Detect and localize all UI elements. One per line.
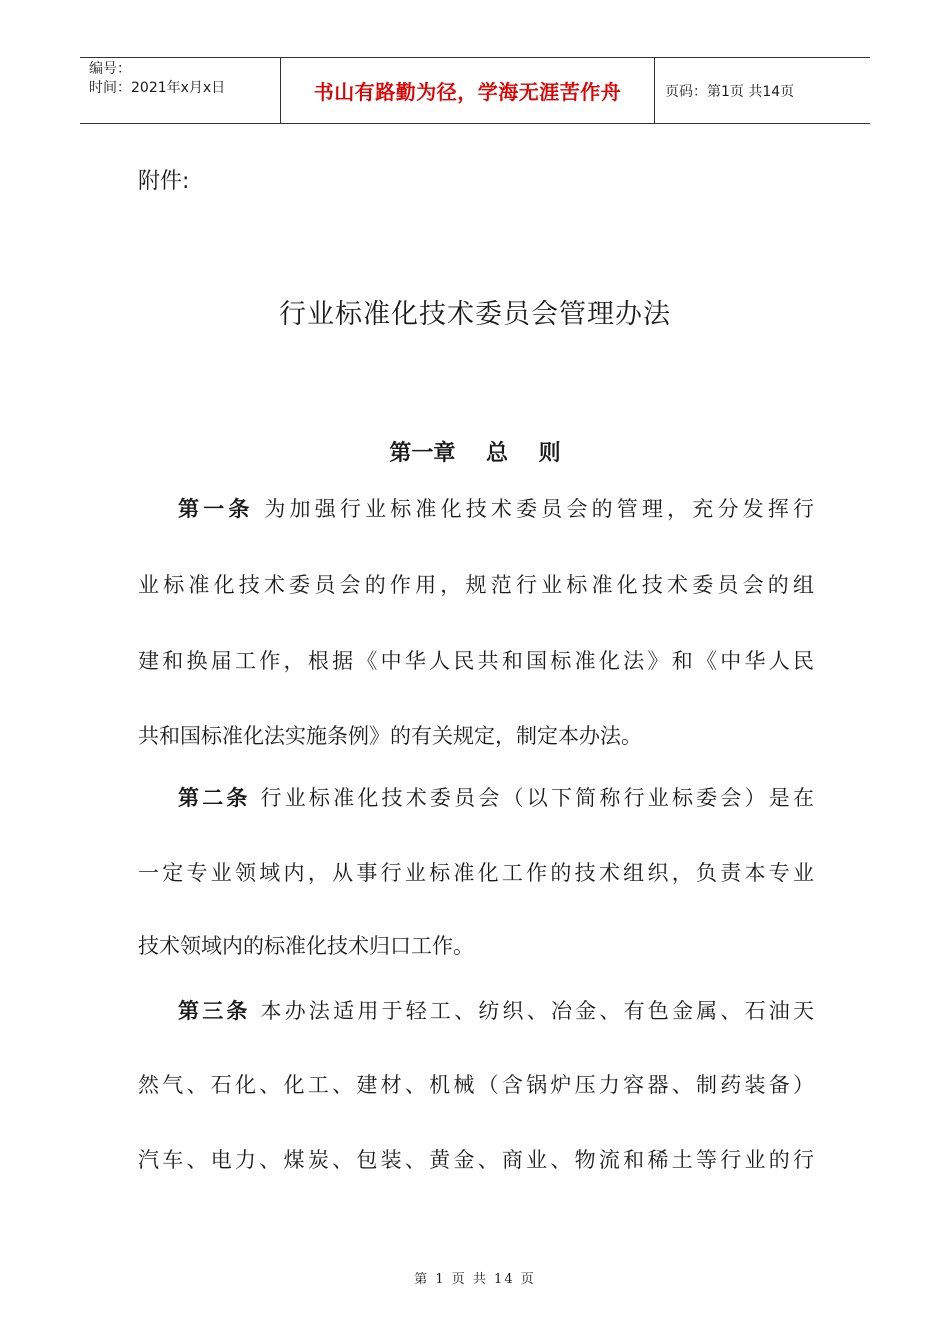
motto-text: 书山有路勤为径，学海无涯苦作舟 [313, 80, 622, 104]
article-2-text-1: 行业标准化技术委员会（以下简称行业标委会）是在 [250, 786, 814, 810]
article-3-line-3: 汽车、电力、煤炭、包装、黄金、商业、物流和稀土等行业的行 [138, 1148, 814, 1172]
document-header [80, 57, 870, 124]
document-title: 行业标准化技术委员会管理办法 [279, 299, 671, 330]
time-label: 时间：2021年x月x日 [89, 80, 226, 96]
page-footer: 第 1 页 共 14 页 [414, 1272, 536, 1287]
article-1-text-1: 为加强行业标准化技术委员会的管理，充分发挥行 [253, 497, 814, 521]
article-1-line-4: 共和国标准化法实施条例》的有关规定，制定本办法。 [138, 724, 642, 748]
article-2-line-1 [178, 778, 814, 818]
article-2-line-2: 一定专业领域内，从事行业标准化工作的技术组织，负责本专业 [138, 861, 814, 885]
page-info: 页码：第1页 共14页 [665, 83, 795, 100]
header-page-cell [655, 58, 870, 123]
article-3-line-1 [178, 991, 814, 1031]
chapter-title: 第一章 总 则 [389, 441, 561, 466]
annex-label: 附件: [138, 169, 190, 194]
header-meta-cell [80, 58, 281, 123]
article-2-line-3: 技术领域内的标准化技术归口工作。 [138, 934, 474, 958]
article-1-line-3: 建和换届工作，根据《中华人民共和国标准化法》和《中华人民 [138, 649, 814, 673]
number-label: 编号： [89, 61, 131, 77]
article-3-line-2: 然气、石化、化工、建材、机械（含锅炉压力容器、制药装备） [138, 1073, 814, 1097]
article-1-line-1 [178, 489, 814, 529]
article-2-label: 第二条 [178, 786, 251, 810]
article-1-line-2: 业标准化技术委员会的作用，规范行业标准化技术委员会的组 [138, 573, 814, 597]
article-3-text-1: 本办法适用于轻工、纺织、冶金、有色金属、石油天 [250, 999, 814, 1023]
article-3-label: 第三条 [178, 999, 251, 1023]
header-motto-cell [281, 58, 655, 123]
article-1-label: 第一条 [178, 497, 254, 521]
